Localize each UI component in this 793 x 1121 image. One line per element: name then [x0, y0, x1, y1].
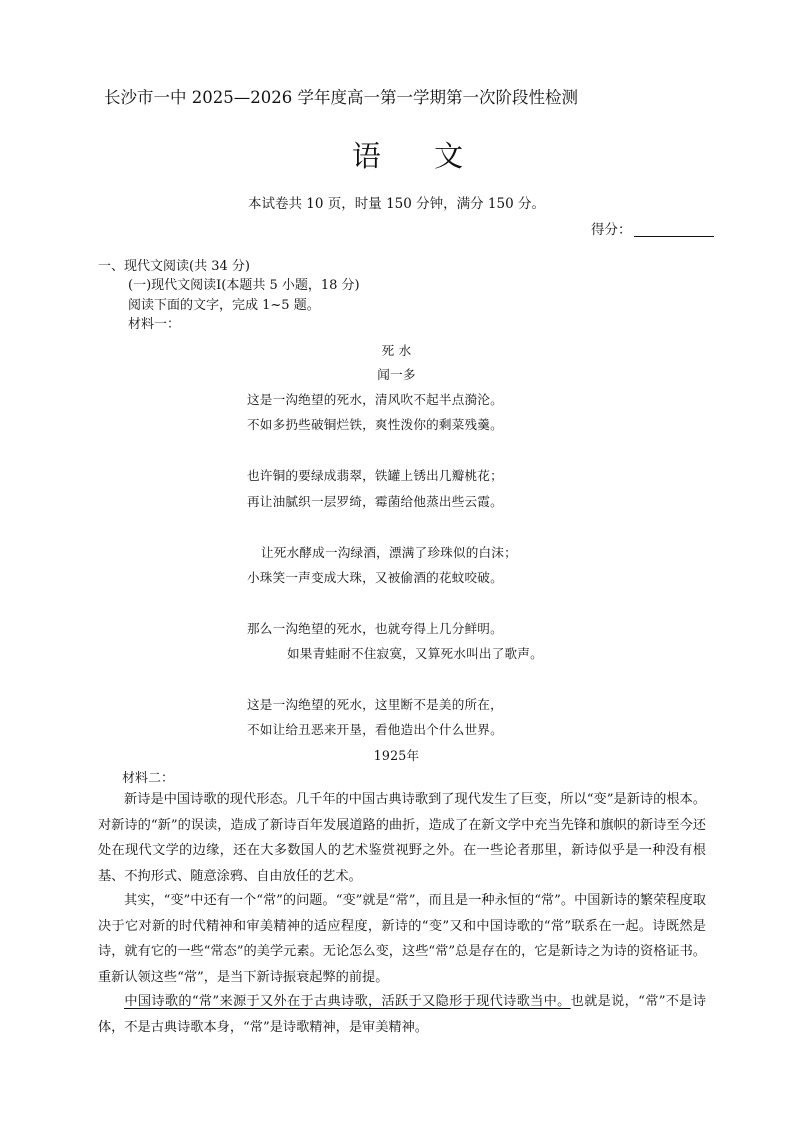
- score-label: 得分：: [591, 222, 632, 238]
- material2-paragraph-1: [98, 787, 706, 889]
- subject-title: 语 文: [351, 139, 486, 173]
- material1-label: 材料一：: [128, 317, 181, 332]
- poem-line: 让死水酵成一沟绿酒，漂满了珍珠似的白沫；: [261, 545, 517, 560]
- poem-line: 那么一沟绝望的死水，也就夸得上几分鲜明。: [247, 621, 503, 636]
- exam-info: 本试卷共 10 页，时量 150 分钟，满分 150 分。: [248, 196, 545, 212]
- poem-line: 再让油腻织一层罗绮，霉菌给他蒸出些云霞。: [247, 494, 503, 509]
- poem-line: 如果青蛙耐不住寂寞，又算死水叫出了歌声。: [287, 646, 543, 661]
- score-field: [591, 218, 714, 238]
- poem-year: 1925年: [373, 748, 420, 763]
- section-heading: 一、现代文阅读(共 34 分): [98, 259, 250, 274]
- material2-paragraph-2: [98, 888, 706, 990]
- material2-paragraph-3: [98, 989, 706, 1040]
- poem-title: 死 水: [381, 343, 412, 358]
- paragraph-text: 新诗是中国诗歌的现代形态。几千年的中国古典诗歌到了现代发生了巨变，所以“变”是新诗的根本。对新诗的“新”的误读，造成了新诗百年发展道路的曲折，造成了在新文学中充当先锋和旗帜的新诗至今还处在现代文学的边缘，还在大多数国人的艺术鉴赏视野之外。在一些论者那里，新诗似乎是一种没有根基、不拘形式、随意涂鸦、自由放任的艺术。: [98, 792, 706, 884]
- paragraph-text: 其实，“变”中还有一个“常”的问题。“变”就是“常”，而且是一种永恒的“常”。中国新诗的繁荣程度取决于它对新的时代精神和审美精神的适应程度，新诗的“变”又和中国诗歌的“常”联系在一起。诗既然是诗，就有它的一些“常态”的美学元素。无论怎么变，这些“常”总是存在的，它是新诗之为诗的资格证书。重新认领这些“常”，是当下新诗振衰起弊的前提。: [98, 893, 706, 985]
- poem-line: 不如多扔些破铜烂铁，爽性泼你的剩菜残羹。: [247, 417, 503, 432]
- poem-line: 小珠笑一声变成大珠，又被偷酒的花蚊咬破。: [247, 570, 503, 585]
- poem-line: 也许铜的要绿成翡翠，铁罐上锈出几瓣桃花；: [247, 468, 503, 483]
- material2-label: 材料二：: [122, 771, 175, 786]
- score-blank[interactable]: [634, 222, 714, 237]
- underlined-sentence: 中国诗歌的“常”来源于又外在于古典诗歌，活跃于又隐形于现代诗歌当中。: [124, 994, 571, 1009]
- paragraph-text: 也就是说，“常”不是诗体，不是古典诗歌本身，“常”是诗歌精神，是审美精神。: [98, 994, 706, 1035]
- poem-line: 这是一沟绝望的死水，清风吹不起半点漪沦。: [247, 392, 503, 407]
- poem-line: 不如让给丑恶来开垦，看他造出个什么世界。: [247, 722, 503, 737]
- exam-title: 长沙市一中 2025—2026 学年度高一第一学期第一次阶段性检测: [104, 88, 578, 107]
- reading-instruction: 阅读下面的文字，完成 1~5 题。: [128, 298, 320, 313]
- poem-line: 这是一沟绝望的死水，这里断不是美的所在，: [247, 697, 503, 712]
- section-subheading: (一)现代文阅读Ⅰ(本题共 5 小题，18 分): [128, 278, 360, 293]
- poem-author: 闻一多: [377, 367, 416, 382]
